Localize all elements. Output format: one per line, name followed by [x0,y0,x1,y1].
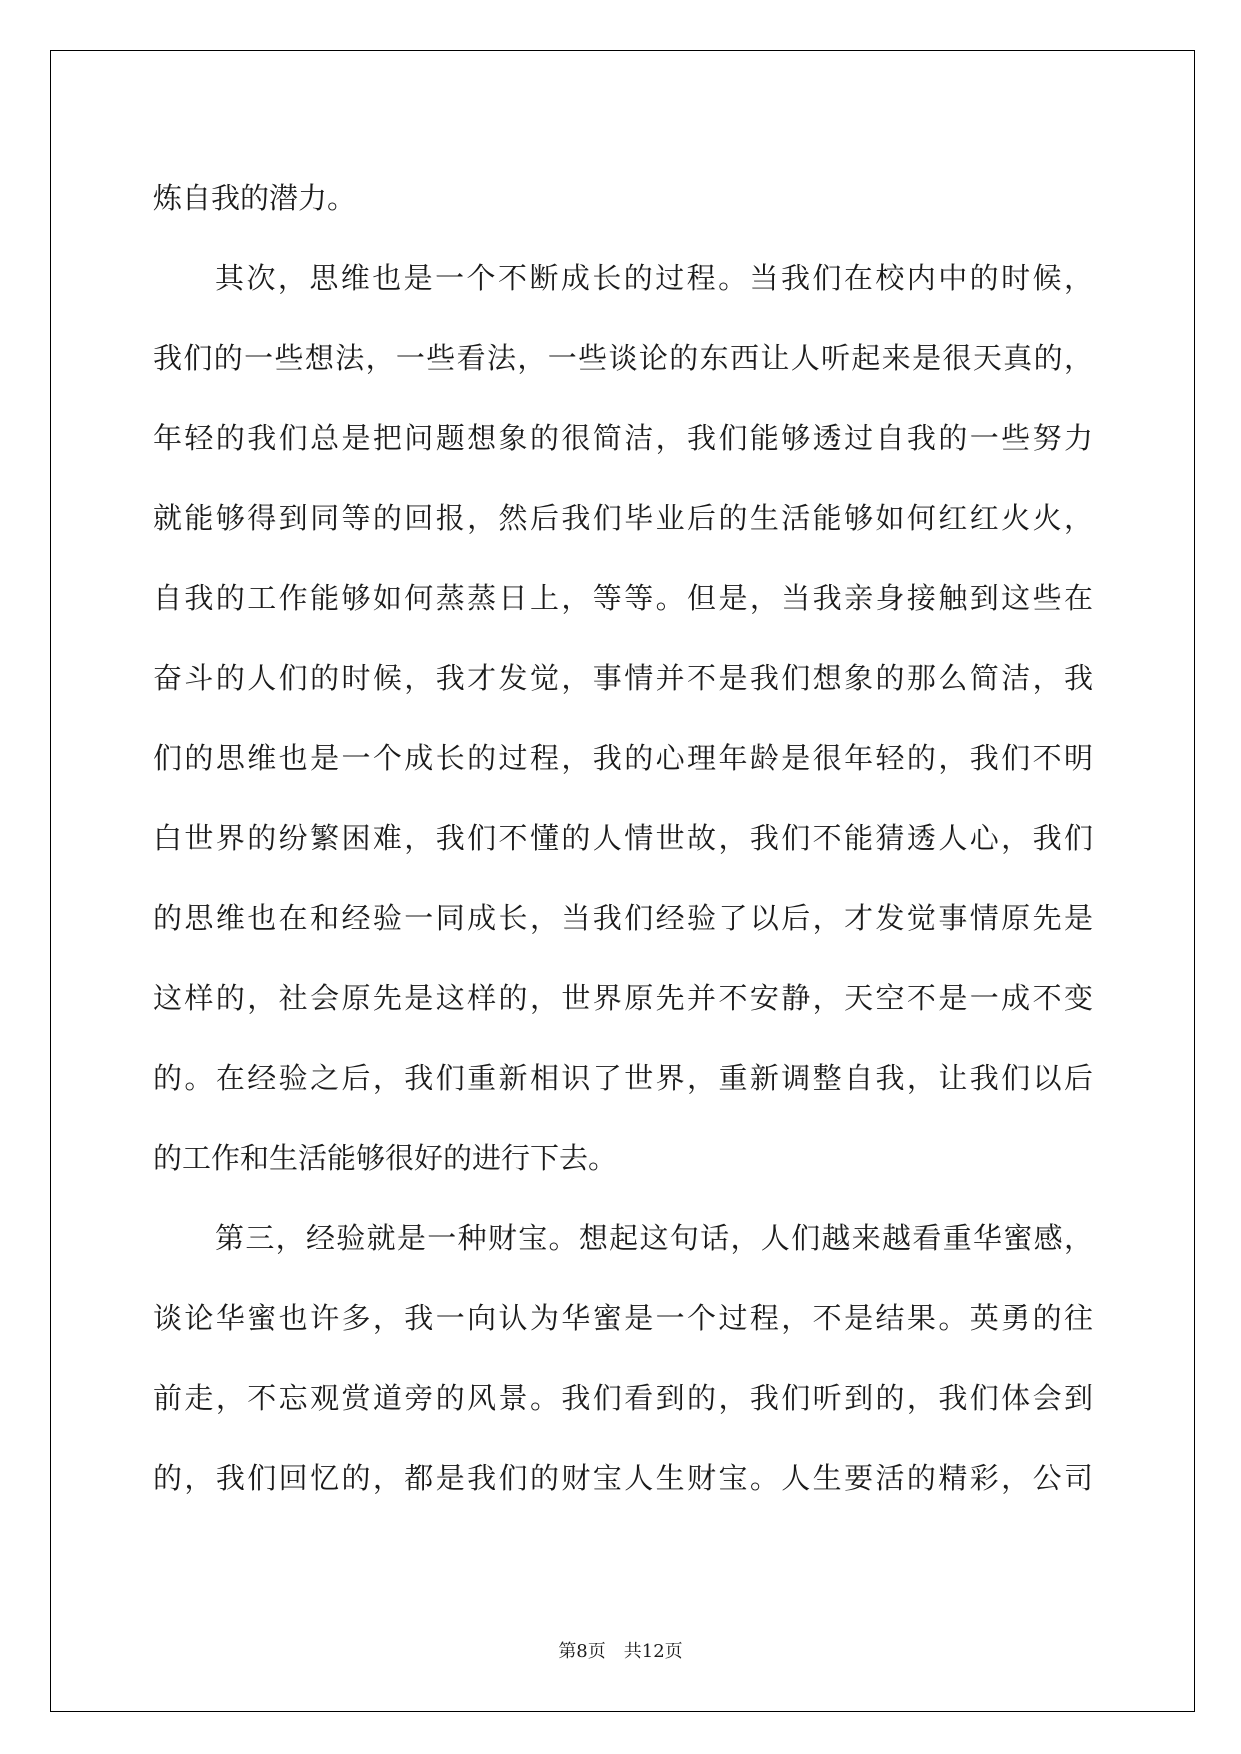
text-line: 的工作和生活能够很好的进行下去。 [153,1141,618,1175]
text-line: 白世界的纷繁困难，我们不懂的人情世故，我们不能猜透人心，我们 [153,821,1093,855]
text-line: 其次，思维也是一个不断成长的过程。当我们在校内中的时候， [215,261,1093,295]
text-line: 们的思维也是一个成长的过程，我的心理年龄是很年轻的，我们不明 [153,741,1093,775]
text-line: 自我的工作能够如何蒸蒸日上，等等。但是，当我亲身接触到这些在 [153,581,1093,615]
text-line: 的，我们回忆的，都是我们的财宝人生财宝。人生要活的精彩，公司 [153,1461,1093,1495]
text-line: 这样的，社会原先是这样的，世界原先并不安静，天空不是一成不变 [153,981,1093,1015]
text-line: 就能够得到同等的回报，然后我们毕业后的生活能够如何红红火火， [153,501,1093,535]
text-line: 奋斗的人们的时候，我才发觉，事情并不是我们想象的那么简洁，我 [153,661,1093,695]
text-line: 年轻的我们总是把问题想象的很简洁，我们能够透过自我的一些努力 [153,421,1093,455]
text-line: 我们的一些想法，一些看法，一些谈论的东西让人听起来是很天真的， [153,341,1093,375]
text-line: 的思维也在和经验一同成长，当我们经验了以后，才发觉事情原先是 [153,901,1093,935]
text-line: 第三，经验就是一种财宝。想起这句话，人们越来越看重华蜜感， [215,1221,1093,1255]
page-number-footer: 第8页 共12页 [558,1641,683,1662]
text-line: 谈论华蜜也许多，我一向认为华蜜是一个过程，不是结果。英勇的往 [153,1301,1093,1335]
text-line: 前走，不忘观赏道旁的风景。我们看到的，我们听到的，我们体会到 [153,1381,1093,1415]
text-line: 的。在经验之后，我们重新相识了世界，重新调整自我，让我们以后 [153,1061,1093,1095]
document-body [153,158,1093,1518]
text-line: 炼自我的潜力。 [153,181,357,215]
